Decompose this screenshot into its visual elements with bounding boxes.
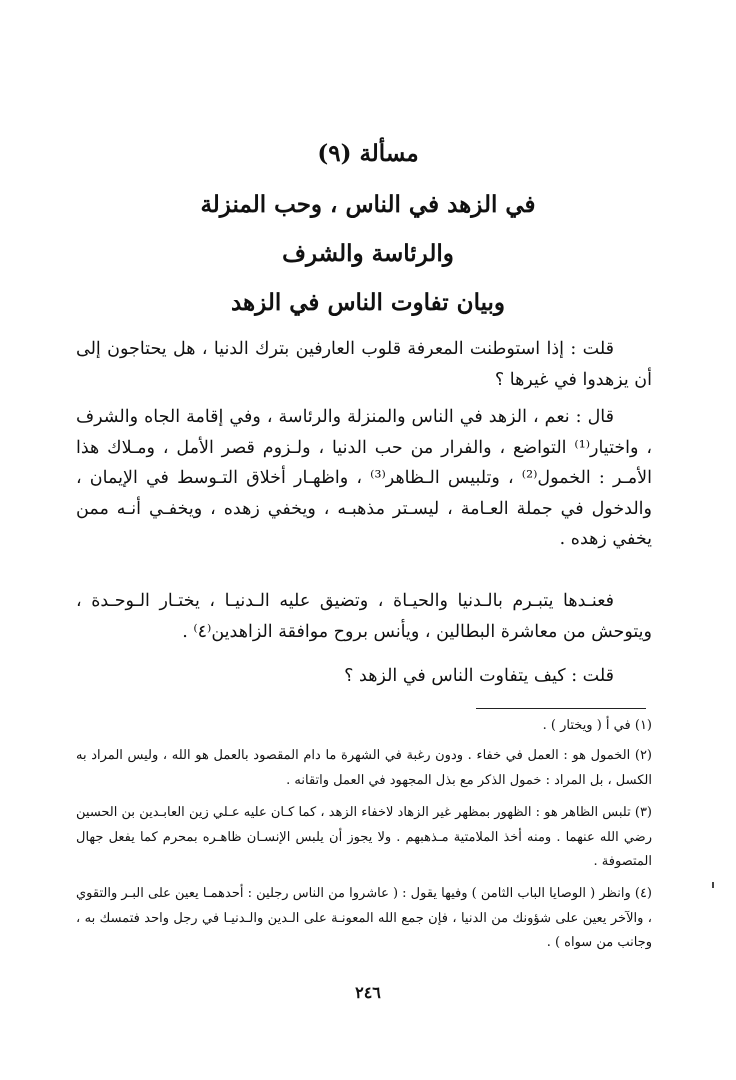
issue-title-line-3: وبيان تفاوت الناس في الزهد (230, 289, 506, 316)
issue-number-heading: مسألة (٩) (317, 140, 419, 167)
issue-title-line-1: في الزهد في الناس ، وحب المنزلة (200, 191, 536, 218)
followup-question-paragraph: قلت : كيف يتفاوت الناس في الزهد ؟ (344, 666, 614, 686)
consequence-paragraph: فعنـدها يتبـرم بالـدنيا والحيـاة ، وتضيق عليه الـدنيـا ، يختـار الـوحـدة ، ويتوحش من معاشرة البطالين ، ويأنس بروح موافقة الزاهدين⁽٤⁾ . (76, 591, 652, 642)
answer-paragraph: قال : نعم ، الزهد في الناس والمنزلة والرئاسة ، وفي إقامة الجاه والشرف ، واختيار⁽¹⁾ التواضع ، والفرار من حب الدنيا ، ولـزوم قصر الأمل ، ومـلاك هذا الأمـر : الخمول⁽²⁾ ، وتلبيس الـظاهر⁽³⁾ ، واظهـار أخلاق التـوسط في الإيمان ، والدخول في جملة العـامة ، ليسـتر مذهبـه ، ويخفي زهده ، ويخفـي أنـه ممن يخفي زهده . (76, 407, 653, 549)
page-number: ٢٤٦ (355, 983, 381, 1002)
footnote-2: (٢) الخمول هو : العمل في خفاء . ودون رغبة في الشهرة ما دام المقصود بالعمل هو الله ، وليس المراد به الكسل ، بل المراد : خمول الذكر مع بذل المجهود في العمل واتقانه . (76, 748, 652, 788)
footnote-4: (٤) وانظر ( الوصايا الباب الثامن ) وفيها يقول : ( عاشروا من الناس رجلين : أحدهمـا يعين على البـر والتقوي ، والآخر يعين على شؤونك من الدنيا ، فإن جمع الله المعونـة على الـدين والـدنيـا في رجل واحد فتمسك به ، وجانب من سواه ) . (76, 886, 652, 950)
footnote-1: (١) في أ ( ويختار ) . (542, 718, 652, 733)
issue-title-line-2: والرئاسة والشرف (282, 240, 454, 267)
scan-edge-mark (712, 882, 714, 888)
question-paragraph: قلت : إذا استوطنت المعرفة قلوب العارفين بترك الدنيا ، هل يحتاجون إلى أن يزهدوا في غيرها ؟ (76, 339, 652, 390)
footnote-divider (476, 708, 646, 709)
footnote-3: (٣) تلبس الظاهر هو : الظهور بمظهر غير الزهاد لاخفاء الزهد ، كما كـان عليه عـلي زين العابـدين بن الحسين رضي الله عنهما . ومنه أخذ الملامتية مـذهبهم . ولا يجوز أن يلبس الإنسـان ظاهـره بمحرم كما يفعل جهال المتصوفة . (76, 805, 652, 869)
